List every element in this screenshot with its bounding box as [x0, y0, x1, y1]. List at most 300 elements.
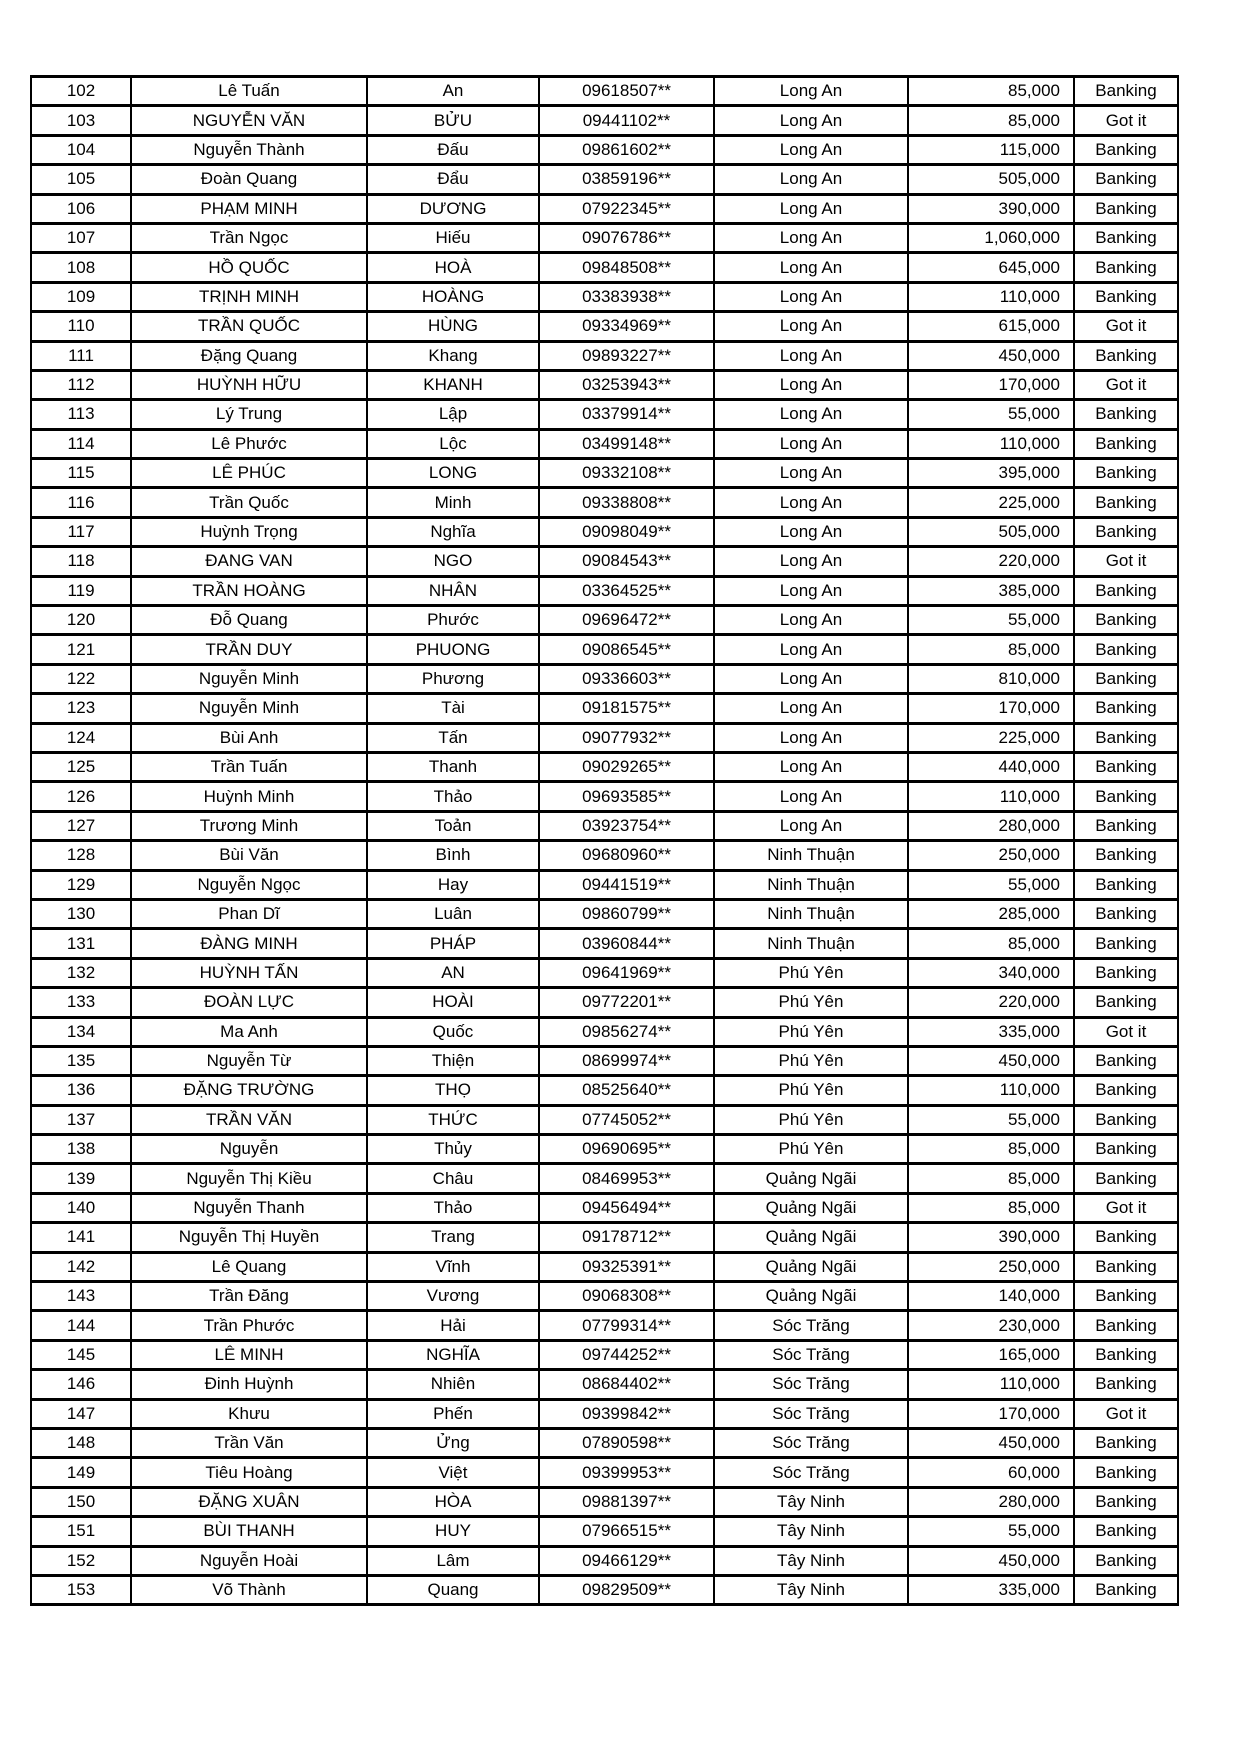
cell-province: Long An [714, 135, 908, 164]
cell-phone_masked: 09441519** [539, 870, 714, 899]
cell-last_name: Nguyễn Minh [131, 694, 367, 723]
cell-first_name: Thảo [367, 1193, 539, 1222]
cell-last_name: ĐẶNG TRƯỜNG [131, 1076, 367, 1105]
cell-last_name: ĐANG VAN [131, 547, 367, 576]
cell-no: 153 [31, 1575, 131, 1604]
cell-province: Long An [714, 370, 908, 399]
cell-status: Banking [1074, 1428, 1178, 1457]
table-row [31, 165, 1178, 194]
cell-province: Long An [714, 400, 908, 429]
table-row [31, 194, 1178, 223]
cell-status: Got it [1074, 370, 1178, 399]
table-row [31, 841, 1178, 870]
cell-first_name: AN [367, 958, 539, 987]
table-row [31, 1135, 1178, 1164]
cell-amount: 280,000 [908, 811, 1074, 840]
cell-no: 114 [31, 429, 131, 458]
table-row [31, 664, 1178, 693]
table-row [31, 1458, 1178, 1487]
cell-first_name: Thanh [367, 752, 539, 781]
cell-first_name: Vĩnh [367, 1252, 539, 1281]
cell-status: Banking [1074, 1517, 1178, 1546]
cell-last_name: Tiêu Hoàng [131, 1458, 367, 1487]
cell-amount: 385,000 [908, 576, 1074, 605]
table-row [31, 606, 1178, 635]
cell-first_name: Nhiên [367, 1370, 539, 1399]
cell-province: Long An [714, 576, 908, 605]
cell-province: Long An [714, 782, 908, 811]
cell-amount: 250,000 [908, 1252, 1074, 1281]
cell-amount: 60,000 [908, 1458, 1074, 1487]
table-row [31, 1399, 1178, 1428]
cell-first_name: Bình [367, 841, 539, 870]
cell-province: Phú Yên [714, 988, 908, 1017]
cell-first_name: BỬU [367, 106, 539, 135]
cell-province: Phú Yên [714, 1105, 908, 1134]
table-row [31, 1370, 1178, 1399]
cell-province: Long An [714, 488, 908, 517]
cell-no: 136 [31, 1076, 131, 1105]
cell-status: Banking [1074, 459, 1178, 488]
cell-first_name: HÒA [367, 1487, 539, 1516]
cell-first_name: Phước [367, 606, 539, 635]
cell-no: 121 [31, 635, 131, 664]
cell-first_name: Toản [367, 811, 539, 840]
cell-no: 118 [31, 547, 131, 576]
cell-status: Banking [1074, 1252, 1178, 1281]
cell-last_name: LÊ MINH [131, 1340, 367, 1369]
cell-status: Banking [1074, 429, 1178, 458]
cell-no: 130 [31, 899, 131, 928]
table-row [31, 370, 1178, 399]
cell-first_name: Lập [367, 400, 539, 429]
cell-last_name: TRẦN QUỐC [131, 312, 367, 341]
cell-amount: 225,000 [908, 723, 1074, 752]
table-row [31, 1575, 1178, 1604]
cell-status: Banking [1074, 1223, 1178, 1252]
cell-phone_masked: 09068308** [539, 1282, 714, 1311]
cell-amount: 335,000 [908, 1575, 1074, 1604]
cell-last_name: Nguyễn Thị Kiều [131, 1164, 367, 1193]
table-row [31, 1311, 1178, 1340]
cell-last_name: Nguyễn Thành [131, 135, 367, 164]
cell-no: 146 [31, 1370, 131, 1399]
cell-status: Got it [1074, 547, 1178, 576]
cell-status: Banking [1074, 723, 1178, 752]
cell-last_name: Đoàn Quang [131, 165, 367, 194]
cell-first_name: Châu [367, 1164, 539, 1193]
cell-first_name: Phến [367, 1399, 539, 1428]
cell-last_name: Huỳnh Minh [131, 782, 367, 811]
table-row [31, 1164, 1178, 1193]
cell-province: Ninh Thuận [714, 899, 908, 928]
cell-no: 112 [31, 370, 131, 399]
cell-amount: 170,000 [908, 370, 1074, 399]
cell-last_name: TRỊNH MINH [131, 282, 367, 311]
table-row [31, 1282, 1178, 1311]
cell-status: Banking [1074, 958, 1178, 987]
table-row [31, 488, 1178, 517]
cell-phone_masked: 09860799** [539, 899, 714, 928]
table-row [31, 752, 1178, 781]
cell-no: 147 [31, 1399, 131, 1428]
cell-amount: 645,000 [908, 253, 1074, 282]
cell-phone_masked: 09338808** [539, 488, 714, 517]
cell-amount: 450,000 [908, 1046, 1074, 1075]
cell-first_name: Vương [367, 1282, 539, 1311]
cell-phone_masked: 09325391** [539, 1252, 714, 1281]
cell-no: 126 [31, 782, 131, 811]
cell-first_name: HOÀ [367, 253, 539, 282]
cell-status: Banking [1074, 929, 1178, 958]
cell-province: Long An [714, 341, 908, 370]
cell-no: 144 [31, 1311, 131, 1340]
cell-first_name: HÙNG [367, 312, 539, 341]
table-row [31, 429, 1178, 458]
cell-first_name: Thủy [367, 1135, 539, 1164]
cell-amount: 85,000 [908, 1164, 1074, 1193]
cell-first_name: THỌ [367, 1076, 539, 1105]
cell-status: Got it [1074, 1193, 1178, 1222]
cell-last_name: Trần Đăng [131, 1282, 367, 1311]
cell-province: Sóc Trăng [714, 1428, 908, 1457]
cell-phone_masked: 09441102** [539, 106, 714, 135]
table-row [31, 459, 1178, 488]
cell-status: Got it [1074, 106, 1178, 135]
cell-last_name: Nguyễn Thanh [131, 1193, 367, 1222]
cell-status: Banking [1074, 1546, 1178, 1575]
cell-last_name: Lê Phước [131, 429, 367, 458]
cell-amount: 1,060,000 [908, 223, 1074, 252]
cell-phone_masked: 09084543** [539, 547, 714, 576]
cell-phone_masked: 09077932** [539, 723, 714, 752]
cell-phone_masked: 07922345** [539, 194, 714, 223]
cell-amount: 85,000 [908, 1135, 1074, 1164]
table-row [31, 135, 1178, 164]
cell-amount: 280,000 [908, 1487, 1074, 1516]
cell-province: Long An [714, 547, 908, 576]
cell-amount: 110,000 [908, 282, 1074, 311]
cell-phone_masked: 09641969** [539, 958, 714, 987]
cell-last_name: LÊ PHÚC [131, 459, 367, 488]
cell-no: 113 [31, 400, 131, 429]
table-row [31, 1105, 1178, 1134]
cell-first_name: DƯƠNG [367, 194, 539, 223]
cell-amount: 220,000 [908, 547, 1074, 576]
table-row [31, 1076, 1178, 1105]
table-row [31, 282, 1178, 311]
cell-no: 119 [31, 576, 131, 605]
cell-status: Banking [1074, 606, 1178, 635]
cell-phone_masked: 09861602** [539, 135, 714, 164]
cell-status: Banking [1074, 1487, 1178, 1516]
cell-last_name: Nguyễn Minh [131, 664, 367, 693]
cell-last_name: Lê Quang [131, 1252, 367, 1281]
cell-first_name: Hiếu [367, 223, 539, 252]
cell-last_name: TRẦN HOÀNG [131, 576, 367, 605]
cell-no: 148 [31, 1428, 131, 1457]
cell-last_name: Phan Dĩ [131, 899, 367, 928]
cell-last_name: Trần Văn [131, 1428, 367, 1457]
cell-province: Sóc Trăng [714, 1458, 908, 1487]
cell-first_name: Quốc [367, 1017, 539, 1046]
cell-no: 137 [31, 1105, 131, 1134]
cell-status: Banking [1074, 1575, 1178, 1604]
cell-last_name: BÙI THANH [131, 1517, 367, 1546]
cell-no: 108 [31, 253, 131, 282]
table-row [31, 1517, 1178, 1546]
table-row [31, 106, 1178, 135]
cell-phone_masked: 03859196** [539, 165, 714, 194]
cell-status: Banking [1074, 1311, 1178, 1340]
cell-status: Banking [1074, 694, 1178, 723]
cell-no: 105 [31, 165, 131, 194]
cell-province: Phú Yên [714, 1076, 908, 1105]
cell-status: Banking [1074, 77, 1178, 106]
cell-province: Long An [714, 752, 908, 781]
cell-phone_masked: 08469953** [539, 1164, 714, 1193]
cell-last_name: ĐẶNG XUÂN [131, 1487, 367, 1516]
cell-no: 135 [31, 1046, 131, 1075]
cell-no: 152 [31, 1546, 131, 1575]
cell-amount: 450,000 [908, 1428, 1074, 1457]
cell-status: Banking [1074, 1076, 1178, 1105]
cell-province: Long An [714, 635, 908, 664]
table-row [31, 517, 1178, 546]
cell-status: Banking [1074, 576, 1178, 605]
cell-status: Banking [1074, 194, 1178, 223]
cell-status: Banking [1074, 1458, 1178, 1487]
cell-no: 110 [31, 312, 131, 341]
cell-status: Banking [1074, 752, 1178, 781]
cell-amount: 55,000 [908, 870, 1074, 899]
cell-amount: 615,000 [908, 312, 1074, 341]
cell-amount: 140,000 [908, 1282, 1074, 1311]
cell-first_name: Quang [367, 1575, 539, 1604]
cell-phone_masked: 09618507** [539, 77, 714, 106]
cell-no: 131 [31, 929, 131, 958]
cell-phone_masked: 09696472** [539, 606, 714, 635]
cell-phone_masked: 09680960** [539, 841, 714, 870]
cell-amount: 85,000 [908, 77, 1074, 106]
cell-first_name: Thiện [367, 1046, 539, 1075]
cell-province: Ninh Thuận [714, 870, 908, 899]
cell-amount: 505,000 [908, 517, 1074, 546]
cell-status: Got it [1074, 312, 1178, 341]
cell-status: Banking [1074, 1340, 1178, 1369]
cell-province: Long An [714, 664, 908, 693]
cell-amount: 85,000 [908, 106, 1074, 135]
cell-amount: 170,000 [908, 694, 1074, 723]
cell-first_name: Nghĩa [367, 517, 539, 546]
cell-first_name: NGHĨA [367, 1340, 539, 1369]
cell-no: 125 [31, 752, 131, 781]
cell-no: 140 [31, 1193, 131, 1222]
cell-no: 129 [31, 870, 131, 899]
cell-phone_masked: 08684402** [539, 1370, 714, 1399]
cell-province: Quảng Ngãi [714, 1164, 908, 1193]
table-row [31, 723, 1178, 752]
table-row [31, 223, 1178, 252]
cell-last_name: Bùi Văn [131, 841, 367, 870]
cell-amount: 110,000 [908, 1076, 1074, 1105]
cell-first_name: Ửng [367, 1428, 539, 1457]
cell-phone_masked: 08699974** [539, 1046, 714, 1075]
table-row [31, 958, 1178, 987]
cell-first_name: Phương [367, 664, 539, 693]
cell-no: 124 [31, 723, 131, 752]
cell-amount: 390,000 [908, 194, 1074, 223]
cell-first_name: Khang [367, 341, 539, 370]
cell-status: Banking [1074, 517, 1178, 546]
cell-province: Long An [714, 77, 908, 106]
cell-province: Phú Yên [714, 1017, 908, 1046]
cell-phone_masked: 09693585** [539, 782, 714, 811]
table-row [31, 1223, 1178, 1252]
table-row [31, 870, 1178, 899]
cell-phone_masked: 09848508** [539, 253, 714, 282]
cell-amount: 335,000 [908, 1017, 1074, 1046]
cell-last_name: HUỲNH TẤN [131, 958, 367, 987]
cell-no: 149 [31, 1458, 131, 1487]
cell-status: Banking [1074, 782, 1178, 811]
cell-province: Tây Ninh [714, 1487, 908, 1516]
cell-phone_masked: 03253943** [539, 370, 714, 399]
cell-first_name: LONG [367, 459, 539, 488]
cell-province: Sóc Trăng [714, 1311, 908, 1340]
cell-status: Banking [1074, 282, 1178, 311]
cell-last_name: Lý Trung [131, 400, 367, 429]
cell-phone_masked: 03383938** [539, 282, 714, 311]
cell-province: Long An [714, 106, 908, 135]
cell-phone_masked: 07966515** [539, 1517, 714, 1546]
cell-last_name: Võ Thành [131, 1575, 367, 1604]
cell-status: Got it [1074, 1017, 1178, 1046]
table-row [31, 341, 1178, 370]
cell-status: Banking [1074, 1105, 1178, 1134]
cell-amount: 440,000 [908, 752, 1074, 781]
table-row [31, 1428, 1178, 1457]
cell-amount: 55,000 [908, 1517, 1074, 1546]
cell-first_name: Luân [367, 899, 539, 928]
cell-first_name: Tài [367, 694, 539, 723]
cell-no: 128 [31, 841, 131, 870]
cell-last_name: Nguyễn Từ [131, 1046, 367, 1075]
cell-status: Banking [1074, 841, 1178, 870]
cell-amount: 115,000 [908, 135, 1074, 164]
cell-amount: 85,000 [908, 1193, 1074, 1222]
cell-amount: 810,000 [908, 664, 1074, 693]
cell-last_name: Trần Tuấn [131, 752, 367, 781]
cell-last_name: HUỲNH HỮU [131, 370, 367, 399]
cell-last_name: Đinh Huỳnh [131, 1370, 367, 1399]
cell-no: 127 [31, 811, 131, 840]
table-row [31, 782, 1178, 811]
cell-last_name: Nguyễn Thị Huyền [131, 1223, 367, 1252]
cell-status: Banking [1074, 1370, 1178, 1399]
cell-amount: 225,000 [908, 488, 1074, 517]
cell-status: Got it [1074, 1399, 1178, 1428]
cell-status: Banking [1074, 1164, 1178, 1193]
cell-last_name: Huỳnh Trọng [131, 517, 367, 546]
cell-phone_masked: 09336603** [539, 664, 714, 693]
cell-last_name: Khưu [131, 1399, 367, 1428]
cell-amount: 110,000 [908, 429, 1074, 458]
cell-phone_masked: 09456494** [539, 1193, 714, 1222]
cell-phone_masked: 07890598** [539, 1428, 714, 1457]
cell-no: 117 [31, 517, 131, 546]
cell-phone_masked: 09332108** [539, 459, 714, 488]
cell-no: 104 [31, 135, 131, 164]
cell-province: Long An [714, 165, 908, 194]
cell-phone_masked: 09098049** [539, 517, 714, 546]
cell-no: 150 [31, 1487, 131, 1516]
cell-last_name: Trương Minh [131, 811, 367, 840]
cell-no: 134 [31, 1017, 131, 1046]
cell-first_name: NGO [367, 547, 539, 576]
cell-last_name: NGUYỄN VĂN [131, 106, 367, 135]
cell-first_name: Việt [367, 1458, 539, 1487]
cell-province: Quảng Ngãi [714, 1223, 908, 1252]
cell-province: Tây Ninh [714, 1546, 908, 1575]
table-row [31, 253, 1178, 282]
cell-first_name: NHÂN [367, 576, 539, 605]
cell-no: 109 [31, 282, 131, 311]
cell-phone_masked: 09181575** [539, 694, 714, 723]
cell-amount: 55,000 [908, 400, 1074, 429]
cell-last_name: HỒ QUỐC [131, 253, 367, 282]
cell-last_name: Trần Phước [131, 1311, 367, 1340]
cell-amount: 250,000 [908, 841, 1074, 870]
cell-no: 107 [31, 223, 131, 252]
cell-first_name: PHUONG [367, 635, 539, 664]
cell-province: Quảng Ngãi [714, 1193, 908, 1222]
cell-last_name: Bùi Anh [131, 723, 367, 752]
cell-first_name: HOÀNG [367, 282, 539, 311]
cell-no: 122 [31, 664, 131, 693]
cell-province: Tây Ninh [714, 1575, 908, 1604]
table-row [31, 1046, 1178, 1075]
cell-no: 123 [31, 694, 131, 723]
cell-status: Banking [1074, 400, 1178, 429]
cell-last_name: Lê Tuấn [131, 77, 367, 106]
cell-first_name: Minh [367, 488, 539, 517]
cell-last_name: Nguyễn Ngọc [131, 870, 367, 899]
cell-no: 151 [31, 1517, 131, 1546]
cell-status: Banking [1074, 488, 1178, 517]
cell-no: 142 [31, 1252, 131, 1281]
cell-first_name: Trang [367, 1223, 539, 1252]
table-row [31, 576, 1178, 605]
cell-phone_masked: 03499148** [539, 429, 714, 458]
cell-status: Banking [1074, 870, 1178, 899]
table-row [31, 635, 1178, 664]
cell-province: Phú Yên [714, 1135, 908, 1164]
cell-last_name: Ma Anh [131, 1017, 367, 1046]
cell-last_name: Đỗ Quang [131, 606, 367, 635]
cell-phone_masked: 03364525** [539, 576, 714, 605]
cell-amount: 165,000 [908, 1340, 1074, 1369]
cell-phone_masked: 03923754** [539, 811, 714, 840]
cell-amount: 230,000 [908, 1311, 1074, 1340]
cell-no: 120 [31, 606, 131, 635]
cell-no: 106 [31, 194, 131, 223]
cell-phone_masked: 09772201** [539, 988, 714, 1017]
cell-province: Long An [714, 694, 908, 723]
cell-phone_masked: 09076786** [539, 223, 714, 252]
cell-amount: 220,000 [908, 988, 1074, 1017]
cell-status: Banking [1074, 899, 1178, 928]
